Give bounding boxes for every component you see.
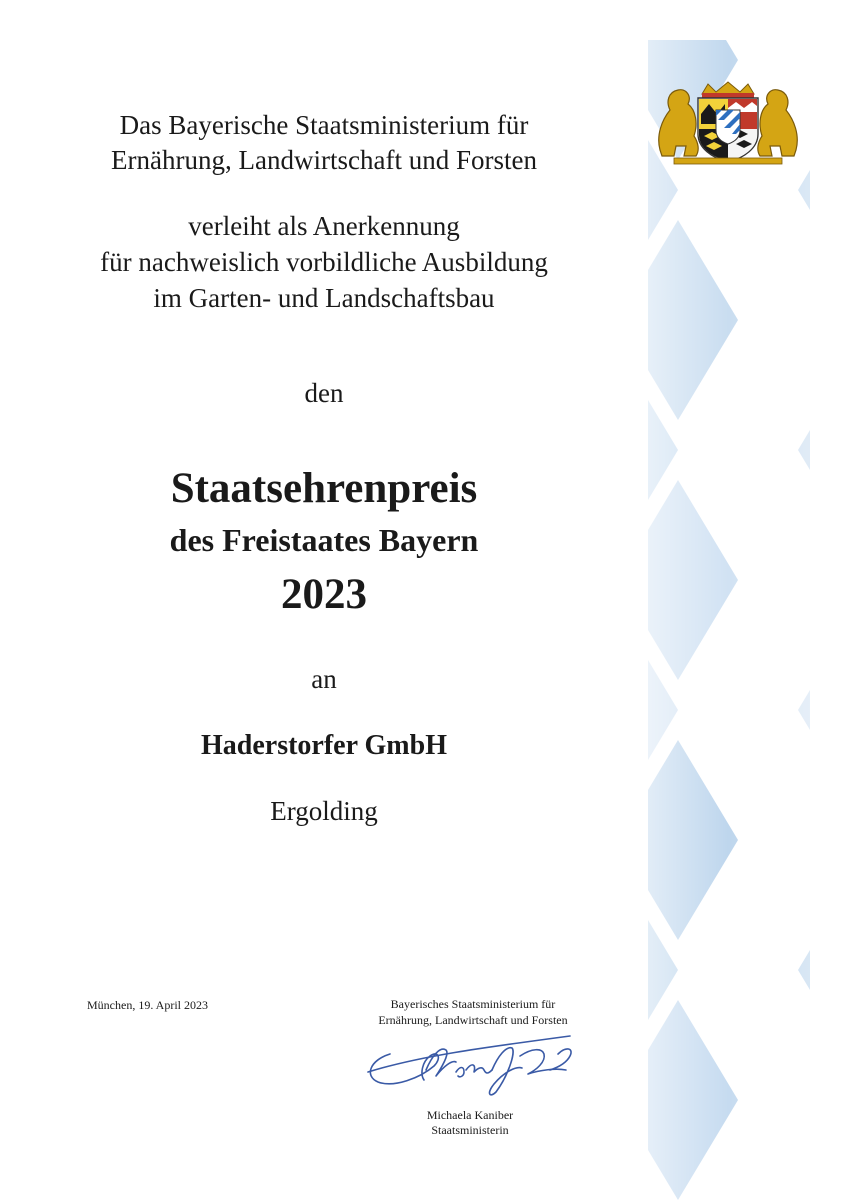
article-text: den	[304, 378, 344, 408]
bavarian-lozenge-strip	[648, 40, 810, 1202]
prize-subtitle: des Freistaates Bayern	[169, 522, 479, 558]
signer-block	[370, 1108, 570, 1138]
ministry-heading	[0, 108, 648, 178]
signer-title: Staatsministerin	[431, 1123, 509, 1137]
prize-year: 2023	[281, 571, 367, 618]
signature-org-line-2: Ernährung, Landwirtschaft und Forsten	[378, 1013, 568, 1027]
ministry-line-1: Das Bayerische Staatsministerium für	[119, 110, 529, 140]
preposition-text: an	[311, 664, 337, 694]
signer-name: Michaela Kaniber	[426, 1108, 514, 1122]
recipient-place: Ergolding	[270, 796, 378, 826]
signature-org-line-1: Bayerisches Staatsministerium für	[390, 997, 556, 1011]
signature-organization	[348, 996, 598, 1028]
award-reason-line-2: für nachweislich vorbildliche Ausbildung	[100, 247, 548, 277]
ministry-line-2: Ernährung, Landwirtschaft und Forsten	[111, 145, 537, 175]
prize-title: Staatsehrenpreis	[170, 465, 478, 512]
place-date: München, 19. April 2023	[87, 998, 208, 1012]
handwritten-signature	[360, 1026, 600, 1098]
award-reason	[0, 208, 648, 316]
award-reason-line-1: verleiht als Anerkennung	[188, 211, 460, 241]
recipient-name: Haderstorfer GmbH	[201, 730, 447, 761]
bavarian-coat-of-arms-icon	[654, 80, 802, 166]
award-reason-line-3: im Garten- und Landschaftsbau	[153, 283, 495, 313]
